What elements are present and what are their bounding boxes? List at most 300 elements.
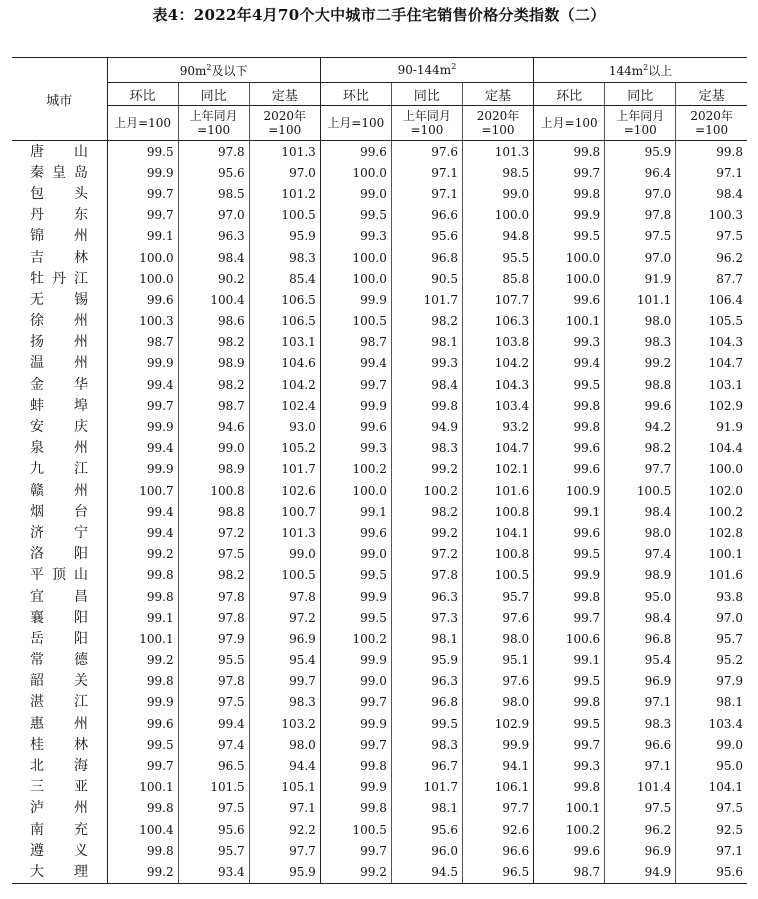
index-value: 99.9 [462,734,533,755]
index-value: 94.4 [249,755,320,776]
city-name-text: 平 顶 山 [30,567,88,584]
city-name [12,141,107,163]
index-value: 97.5 [178,692,249,713]
table-row [12,755,747,776]
index-value: 98.0 [249,734,320,755]
index-value: 102.1 [462,459,533,480]
index-value: 104.3 [708,335,743,350]
index-value: 96.9 [605,840,676,861]
index-value: 100.9 [534,480,605,501]
index-value: 100.5 [320,311,391,332]
index-value: 97.0 [605,247,676,268]
index-value: 101.2 [249,183,320,204]
index-value: 100.0 [320,162,391,183]
city-name [12,713,107,734]
index-value: 95.6 [391,226,462,247]
index-value: 97.0 [249,162,320,183]
index-value: 100.8 [462,501,533,522]
sub-header-fixed: 定基 [249,83,320,106]
index-value: 98.0 [605,311,676,332]
index-value: 106.4 [708,292,743,307]
index-value: 95.5 [178,650,249,671]
table-row [12,247,747,268]
index-value: 99.0 [320,671,391,692]
index-value: 96.4 [605,162,676,183]
index-value: 104.3 [462,374,533,395]
base-label-yoy: 上年同月 =100 [178,106,249,141]
index-value: 99.6 [320,522,391,543]
index-value: 99.4 [320,353,391,374]
city-name [12,395,107,416]
index-value: 99.0 [249,544,320,565]
city-name [12,565,107,586]
index-value: 99.3 [534,332,605,353]
index-value: 95.9 [605,141,676,163]
table-title: 表4：2022年4月70个大中城市二手住宅销售价格分类指数（二） [152,6,606,24]
index-value: 98.2 [178,332,249,353]
index-value: 97.8 [178,141,249,163]
index-value: 106.5 [249,311,320,332]
index-value: 97.5 [605,798,676,819]
index-value: 98.0 [462,692,533,713]
index-value: 97.1 [391,162,462,183]
index-value: 96.2 [605,819,676,840]
index-value: 100.3 [107,311,178,332]
index-value: 97.2 [391,544,462,565]
index-value: 99.8 [107,671,178,692]
index-value: 98.7 [107,332,178,353]
table-row [12,798,747,819]
base-label-fixed: 2020年 =100 [249,106,320,141]
index-value: 104.2 [249,374,320,395]
index-value: 99.3 [391,353,462,374]
index-value: 103.1 [249,332,320,353]
city-name-text: 洛 阳 [30,546,88,563]
index-value: 92.6 [462,819,533,840]
index-value: 93.2 [462,416,533,437]
base-label-fixed: 2020年 =100 [676,106,747,141]
sub-header-mom: 环比 [320,83,391,106]
index-value: 101.3 [462,141,533,163]
index-value: 99.2 [107,544,178,565]
index-value: 100.0 [534,268,605,289]
city-name [12,162,107,183]
index-value: 100.7 [249,501,320,522]
index-value: 98.1 [716,695,743,710]
index-value: 99.4 [107,438,178,459]
city-name [12,205,107,226]
index-value: 99.1 [534,501,605,522]
index-value: 97.4 [178,734,249,755]
table-row [12,374,747,395]
index-value: 100.1 [534,311,605,332]
index-value: 98.2 [178,374,249,395]
index-value: 91.9 [716,420,743,435]
city-name [12,459,107,480]
index-value: 95.0 [716,759,743,774]
index-value: 97.5 [605,226,676,247]
index-value: 94.8 [462,226,533,247]
index-value: 99.6 [534,459,605,480]
table-row [12,438,747,459]
index-value: 99.7 [534,162,605,183]
index-value: 103.4 [708,716,743,731]
index-value: 98.4 [605,607,676,628]
index-value: 97.6 [462,671,533,692]
group-header-medium: $90-144m^2$ [320,58,533,83]
index-value: 99.4 [107,522,178,543]
city-name [12,353,107,374]
sub-header-yoy: 同比 [391,83,462,106]
city-name-text: 三 亚 [30,779,88,796]
header-group-row [12,58,747,83]
index-value: 97.8 [178,671,249,692]
index-value: 99.7 [107,395,178,416]
city-name-text: 韶 关 [30,673,88,690]
index-value: 97.9 [716,674,743,689]
city-name-text: 金 华 [30,376,88,393]
city-name-text: 惠 州 [30,715,88,732]
table-row [12,353,747,374]
index-value: 97.8 [249,586,320,607]
city-name [12,777,107,798]
index-value: 97.0 [178,205,249,226]
city-name-text: 丹 东 [30,207,88,224]
index-value: 99.1 [534,650,605,671]
table-row [12,734,747,755]
index-value: 99.8 [107,565,178,586]
index-value: 99.3 [534,755,605,776]
index-value: 99.8 [534,777,605,798]
index-value: 99.8 [534,141,605,163]
index-value: 99.5 [320,205,391,226]
sub-header-yoy: 同比 [178,83,249,106]
index-value: 99.7 [320,840,391,861]
city-name-text: 无 锡 [30,291,88,308]
index-value: 98.4 [178,247,249,268]
index-value: 100.5 [320,819,391,840]
city-name [12,671,107,692]
index-value: 99.9 [320,713,391,734]
index-value: 100.3 [708,208,743,223]
city-name [12,755,107,776]
city-name [12,289,107,310]
index-value: 100.5 [462,565,533,586]
index-value: 100.0 [320,247,391,268]
index-value: 99.8 [534,416,605,437]
index-value: 97.6 [462,607,533,628]
index-value: 97.1 [605,755,676,776]
index-value: 99.6 [534,289,605,310]
index-value: 100.7 [107,480,178,501]
city-name [12,607,107,628]
city-name-text: 泸 州 [30,800,88,817]
index-value: 102.4 [249,395,320,416]
index-value: 100.0 [320,480,391,501]
index-value: 95.0 [605,586,676,607]
table-row [12,205,747,226]
index-value: 100.8 [462,544,533,565]
index-value: 102.8 [708,525,743,540]
index-value: 95.7 [462,586,533,607]
index-value: 100.0 [462,205,533,226]
index-value: 100.5 [605,480,676,501]
city-name-text: 安 庆 [30,419,88,436]
index-value: 95.1 [462,650,533,671]
index-value: 93.8 [716,589,743,604]
index-value: 98.1 [391,332,462,353]
table-row [12,819,747,840]
index-value: 97.5 [716,801,743,816]
index-value: 99.8 [320,798,391,819]
city-name-text: 济 宁 [30,524,88,541]
city-name [12,501,107,522]
index-value: 99.9 [107,692,178,713]
index-value: 101.7 [391,777,462,798]
index-value: 100.2 [391,480,462,501]
index-value: 100.8 [178,480,249,501]
index-value: 99.8 [107,840,178,861]
index-value: 99.7 [320,734,391,755]
index-value: 99.7 [107,183,178,204]
index-value: 95.6 [178,819,249,840]
index-value: 99.1 [107,607,178,628]
index-value: 97.9 [178,628,249,649]
index-value: 99.7 [534,607,605,628]
index-value: 94.9 [605,861,676,883]
index-value: 99.6 [320,416,391,437]
index-value: 99.8 [534,692,605,713]
index-value: 99.0 [178,438,249,459]
index-value: 98.1 [391,798,462,819]
city-name [12,438,107,459]
index-value: 100.1 [534,798,605,819]
index-value: 91.9 [605,268,676,289]
index-value: 99.8 [534,586,605,607]
table-row [12,395,747,416]
city-name-text: 大 理 [30,863,88,880]
index-value: 95.5 [462,247,533,268]
index-value: 98.3 [391,438,462,459]
index-value: 99.5 [534,374,605,395]
index-value: 97.2 [249,607,320,628]
index-value: 99.4 [534,353,605,374]
table-row [12,141,747,163]
index-value: 85.8 [462,268,533,289]
index-value: 98.5 [462,162,533,183]
index-value: 96.8 [391,247,462,268]
index-value: 105.1 [249,777,320,798]
index-value: 100.4 [107,819,178,840]
city-name-text: 宜 昌 [30,588,88,605]
index-value: 95.6 [676,861,747,883]
index-value: 99.8 [320,755,391,776]
index-value: 99.6 [605,395,676,416]
index-value: 97.8 [605,205,676,226]
index-value: 106.5 [249,289,320,310]
index-value: 99.8 [391,395,462,416]
index-value: 99.6 [534,840,605,861]
city-name-text: 岳 阳 [30,630,88,647]
index-value: 98.9 [605,565,676,586]
table-row [12,861,747,883]
city-name [12,311,107,332]
index-value: 99.2 [391,522,462,543]
index-value: 98.8 [605,374,676,395]
city-name [12,628,107,649]
city-name [12,861,107,883]
index-value: 98.3 [391,734,462,755]
index-value: 95.6 [178,162,249,183]
index-value: 99.5 [534,671,605,692]
index-value: 99.9 [534,565,605,586]
index-value: 96.0 [391,840,462,861]
city-name-text: 锦 州 [30,228,88,245]
table-row [12,459,747,480]
table-row [12,332,747,353]
sub-header-mom: 环比 [107,83,178,106]
index-value: 97.8 [178,607,249,628]
index-value: 97.5 [178,798,249,819]
base-label-fixed: 2020年 =100 [462,106,533,141]
index-value: 99.0 [320,544,391,565]
index-value: 101.6 [708,568,743,583]
index-value: 95.9 [249,226,320,247]
index-value: 97.0 [716,610,743,625]
index-value: 90.2 [178,268,249,289]
index-value: 99.8 [534,395,605,416]
index-value: 99.2 [605,353,676,374]
table-row [12,840,747,861]
index-value: 97.1 [716,843,743,858]
index-value: 99.5 [391,713,462,734]
city-name [12,734,107,755]
index-value: 99.8 [716,144,743,159]
group-header-small: $90m^2$及以下 [107,58,320,83]
index-value: 95.4 [249,650,320,671]
city-name [12,692,107,713]
index-value: 99.8 [534,183,605,204]
city-name [12,650,107,671]
table-row [12,311,747,332]
index-value: 100.5 [249,205,320,226]
index-value: 98.4 [391,374,462,395]
index-value: 104.1 [708,780,743,795]
index-value: 90.5 [391,268,462,289]
index-value: 103.8 [462,332,533,353]
index-value: 98.3 [605,332,676,353]
index-value: 97.7 [462,798,533,819]
index-value: 99.9 [320,650,391,671]
index-value: 106.3 [462,311,533,332]
index-value: 105.2 [249,438,320,459]
index-value: 99.9 [320,586,391,607]
index-value: 94.6 [178,416,249,437]
table-row [12,162,747,183]
index-value: 107.7 [462,289,533,310]
city-name-text: 常 德 [30,652,88,669]
sub-header-mom: 环比 [534,83,605,106]
index-value: 98.7 [534,861,605,883]
index-value: 101.6 [462,480,533,501]
header-base-row [12,106,747,141]
index-value: 97.7 [249,840,320,861]
table-row [12,480,747,501]
index-value: 97.0 [605,183,676,204]
index-value: 97.5 [716,229,743,244]
index-value: 100.0 [708,462,743,477]
city-name [12,183,107,204]
index-value: 96.9 [605,671,676,692]
table-row [12,586,747,607]
index-value: 95.9 [391,650,462,671]
city-name [12,840,107,861]
city-name-text: 桂 林 [30,736,88,753]
table-row [12,289,747,310]
price-index-table [12,57,747,884]
table-row [12,226,747,247]
city-name-text: 赣 州 [30,482,88,499]
index-value: 94.9 [391,416,462,437]
index-value: 100.2 [534,819,605,840]
index-value: 104.6 [249,353,320,374]
index-value: 97.2 [178,522,249,543]
index-value: 96.6 [605,734,676,755]
index-value: 85.4 [249,268,320,289]
index-value: 100.1 [107,628,178,649]
index-value: 99.4 [178,713,249,734]
index-value: 99.9 [107,459,178,480]
index-value: 96.2 [716,250,743,265]
city-name [12,544,107,565]
index-value: 96.7 [391,755,462,776]
index-value: 99.3 [320,438,391,459]
index-value: 98.2 [391,311,462,332]
city-name [12,480,107,501]
city-name-text: 遵 义 [30,842,88,859]
index-value: 97.8 [178,586,249,607]
index-value: 96.5 [178,755,249,776]
city-name-text: 湛 江 [30,694,88,711]
sub-header-yoy: 同比 [605,83,676,106]
index-value: 97.1 [605,692,676,713]
index-value: 98.0 [605,522,676,543]
index-value: 99.1 [107,226,178,247]
index-value: 100.4 [178,289,249,310]
index-value: 99.6 [534,522,605,543]
header-sub-row [12,83,747,106]
city-name [12,798,107,819]
index-value: 102.9 [708,398,743,413]
index-value: 101.7 [249,459,320,480]
index-value: 99.5 [320,607,391,628]
index-value: 99.7 [107,205,178,226]
city-name [12,416,107,437]
base-label-mom: 上月=100 [320,106,391,141]
index-value: 99.6 [320,141,391,163]
index-value: 96.6 [391,205,462,226]
index-value: 99.9 [107,416,178,437]
index-value: 102.9 [462,713,533,734]
index-value: 98.4 [605,501,676,522]
index-value: 98.3 [605,713,676,734]
table-row [12,565,747,586]
index-value: 99.5 [320,565,391,586]
index-value: 98.2 [391,501,462,522]
index-value: 95.4 [605,650,676,671]
index-value: 96.5 [462,861,533,883]
index-value: 96.9 [249,628,320,649]
